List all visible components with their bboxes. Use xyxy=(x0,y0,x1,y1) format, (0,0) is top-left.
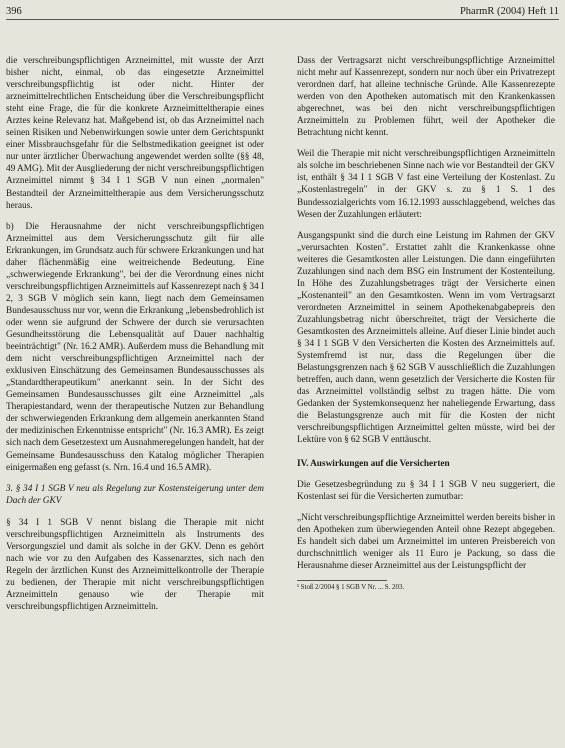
footnote-divider xyxy=(297,580,387,581)
paragraph: Dass der Vertragsarzt nicht verschreibungspflichtige Arzneimittel nicht mehr auf Kassenrezept, sondern nur noch über ein Privatrezept verordnen darf, hat alleine technische Gründe. Alle Kassenrezepte werden von den Apotheken automatisch mit den Krankenkassen abgerechnet, was bei den nicht verschreibungspflichtigen Arzneimitteln zu Problemen führt, weil der Apotheker die Betrachtung nicht kennt. xyxy=(297,56,555,139)
right-column xyxy=(297,55,555,592)
footnote: ¹ Stoß 2/2004 § 1 SGB V Nr. ... S. 203. xyxy=(297,582,405,591)
paragraph: Ausgangspunkt sind die durch eine Leistung im Rahmen der GKV „verursachten Kosten". Erstattet zahlt die Krankenkasse ohne weiteres die Gesamtkosten aller Leistungen. Die dann eingeführten Zuzahlungen sind nach dem BSG ein Instrument der Kostenteilung. In Höhe des Zuzahlungsbetrages trägt der Versicherte einen „Kostenanteil" an den Gesamtkosten. Wenn im vom Vertragsarzt verordneten Arzneimittel in seinem Apothekenabgabepreis den Zuzahlungsbetrag nicht überschreitet, trägt der Versicherte die Gesamtkosten des Arzneimittels alleine. Auf dieser Linie bindet auch § 34 I 1 SGB V den Versicherten die Kosten des Arzneimittels auf. Systemfremd ist nur, dass die Regelungen über die Belastungsgrenzen nach § 62 SGB V ausschließlich die Zuzahlungen betreffen, auch dann, wenn gesetzlich der Versicherte die Kosten für das Arzneimittel vollständig selbst zu tragen hätte. Die vom Gedanken der Systemkonsequenz her naheliegende Erwartung, dass die Belastungsgrenze auch mit für die Kosten der nicht verschreibungspflichtigen Arzneimittel gelten müsste, wird bei der Lektüre von § 62 SGB V enttäuscht. xyxy=(297,230,555,446)
subsection-heading: 3. § 34 I 1 SGB V neu als Regelung zur Kostensteigerung unter dem Dach der GKV xyxy=(6,483,264,506)
paragraph: die verschreibungspflichtigen Arzneimittel, mit wusste der Arzt bisher nicht, einmal, ob das eingesetzte Arzneimittel verschreibungspflichtig ist oder nicht. Hinter der arzneimittelrechtlichen Entscheidung über die Verschreibungspflicht steht eine Frage, die für die konkrete Arzneimitteltherapie eines Arztes keine Relevanz hat. Maßgebend ist, ob das Arzneimittel nach seinen Risiken und Nebenwirkungen sowie unter dem Gerichtspunkt einer Missbrauchsgefahr für die Selbstmedikation geeignet ist oder nur unter ärztlicher Überwachung angewendet werden sollte (§§ 48, 49 AMG). Mit der Ausgliederung der nicht verschreibungspflichtigen Arzneimittel nimmt § 34 I 1 SGB V nun einen „normalen" Bestandteil der Arzneimitteltherapie aus dem Versicherungsschutz heraus. xyxy=(6,56,264,211)
quote-paragraph: „Nicht verschreibungspflichtige Arzneimittel werden bereits bisher in den Apotheken zum überwiegenden Anteil ohne Rezept abgegeben. Es handelt sich dabei um Arzneimittel im unteren Preisbereich von durchschnittlich weniger als 11 Euro je Packung, so dass die Herausnahme dieser Arzneimittel aus der Leistungspflicht der xyxy=(297,512,555,571)
left-column xyxy=(6,55,264,613)
journal-title: PharmR (2004) Heft 11 xyxy=(459,6,559,17)
paragraph: § 34 I 1 SGB V nennt bislang die Therapie mit nicht verschreibungspflichtigen Arzneimitteln als Instruments des Versorgungsziel und damit als solche in der GKV. Denn es gehört nach wie vor zu den Aufgaben des Kassenarztes, sich nach den Regeln der ärztlichen Kunst des Arzneimittelkontrolle der Therapie zu bedienen, der Therapie mit nicht verschreibungspflichtigen Arzneimitteln genauso wie der Therapie mit verschreibungspflichtigen Arzneimitteln. xyxy=(6,517,264,612)
running-header xyxy=(6,5,559,20)
paragraph: Weil die Therapie mit nicht verschreibungspflichtigen Arzneimitteln als solche im beschriebenen Sinne nach wie vor Bestandteil der GKV ist, enthält § 34 I 1 SGB V fast eine Verteilung der Kostenlast. Zu „Kostenlastregeln" in der GKV s. zu § 1 S. 1 des Bundessozialgerichts vom 16.12.1993 ausschlaggebend, welches das Wesen der Zuzahlungen erläutert: xyxy=(297,149,555,220)
section-heading: IV. Auswirkungen auf die Versicherten xyxy=(297,459,450,470)
paragraph: Die Gesetzesbegründung zu § 34 I 1 SGB V neu suggeriert, die Kostenlast sei für die Versicherten zumutbar: xyxy=(297,479,555,502)
paragraph: b) Die Herausnahme der nicht verschreibungspflichtigen Arzneimittel aus dem Versicherungsschutz gilt für alle Erkrankungen, im Grundsatz auch für schwere Erkrankungen und hat daher flächenmäßig eine weitreichende Bedeutung. Eine „schwerwiegende Erkrankung", bei der die Verordnung eines nicht verschreibungspflichtigen Arzneimittels auf Kassenrezept nach § 34 I 2, 3 SGB V möglich sein kann, liegt nach dem Gemeinsamen Bundesausschuss nur vor, wenn die Erkrankung „lebensbedrohlich ist oder wenn sie aufgrund der Schwere der durch sie verursachten Gesundheitsstörung die Lebensqualität auf Dauer nachhaltig beeinträchtigt" (Nr. 16.2 AMR). Außerdem muss die Behandlung mit dem nicht verschreibungspflichtigen Arzneimittel nach der exklusiven Einschätzung des Gemeinsamen Bundesausschusses als „Standardtherapeutikum" anerkannt sein. In der Sicht des Gemeinsamen Bundesausschusses gilt eine Arzneimittel „als Therapiestandard, wenn der therapeutische Nutzen zur Behandlung der schwerwiegenden Erkrankung dem allgemein anerkannten Stand der medizinischen Erkenntnisse entspricht" (Nr. 16.3 AMR). Es zeigt sich nach dem Gesetzestext um Ausnahmeregelungen handelt, hat der Gemeinsame Bundesausschuss den Katalog möglicher Therapien einigermaßen eng gefasst (s. Nrn. 16.4 und 16.5 AMR). xyxy=(6,221,264,473)
page-number: 396 xyxy=(6,6,22,17)
